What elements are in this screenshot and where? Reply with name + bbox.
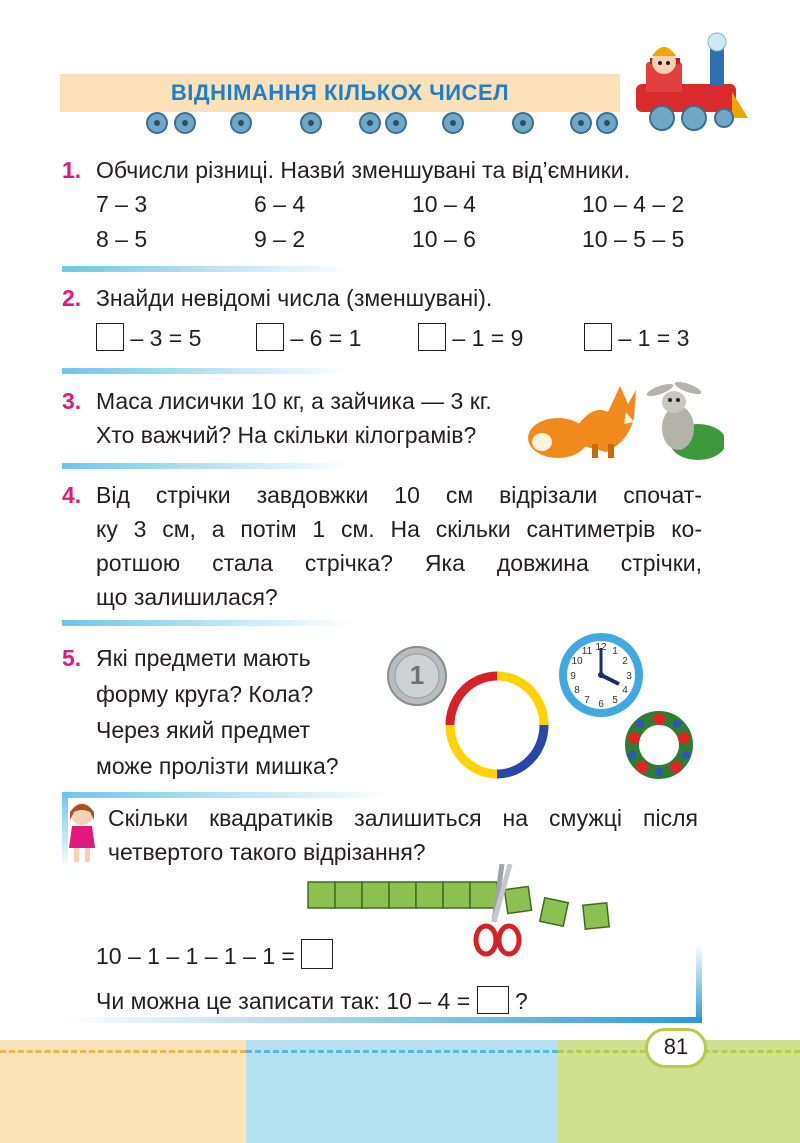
task-text: ку 3 см, а потім 1 см. На скільки сантиметрів ко- [96,516,702,542]
equation [96,321,201,355]
task-text: Від стрічки завдовжки 10 см відрізали спочат- [96,482,702,508]
strip-square [308,882,335,908]
task-text: Знайди невідомі числа (зменшувані). [96,285,493,311]
expression-text: 10 – 1 – 1 – 1 – 1 = [96,943,295,969]
footer-band-middle [246,1040,558,1143]
clock-number: 2 [622,656,628,667]
task-text: Обчисли різниці. Назви́ зменшувані та від’ємники. [96,157,630,183]
clock-number: 8 [574,685,580,696]
clock-number: 12 [595,642,607,653]
task-text: Які предмети мають [96,645,311,671]
clock-number: 7 [584,695,590,706]
equation [584,321,689,355]
clock-number: 9 [570,671,576,682]
puzzle-question [108,801,698,869]
task-text: Маса лисички 10 кг, а зайчика — 3 кг. [96,388,492,414]
task-number: 1. [62,157,82,183]
girl-icon [64,800,100,866]
equation-text: – 3 = 5 [130,325,202,351]
puzzle-expression-2 [96,984,528,1018]
answer-box[interactable] [477,986,509,1014]
task-1 [62,153,742,187]
puzzle-top-bar [62,792,392,798]
equation [256,321,361,355]
equation-row [96,321,736,355]
cut-square [583,903,609,929]
task-text: Хто важчий? На скільки кілограмів? [96,422,477,448]
puzzle-text: четвертого такого відрізання? [108,839,426,865]
squares-strip [306,864,616,964]
clock-number: 3 [626,671,632,682]
separator [62,620,352,626]
expression: 7 – 3 [96,191,148,217]
locomotive-illustration [632,32,750,134]
separator [62,368,352,374]
clock-icon [556,630,646,720]
equation [418,321,523,355]
clock-number: 6 [598,699,604,710]
wreath-illustration [620,708,698,782]
answer-box[interactable] [96,323,124,351]
task-number: 4. [62,482,82,508]
expression: 10 – 6 [412,226,476,252]
expression: 10 – 5 – 5 [582,226,685,252]
answer-box[interactable] [256,323,284,351]
strip-square [470,882,497,908]
footer-dash-left [0,1050,246,1053]
expression: 10 – 4 [412,191,476,217]
cut-square [540,898,568,926]
expression: 9 – 2 [254,226,306,252]
task-text: що залишилася? [96,584,278,610]
clock-number: 1 [612,646,618,657]
separator [62,266,352,272]
puzzle-expression-1 [96,939,333,973]
strip-square [389,882,416,908]
fox-and-hare-illustration [528,372,724,462]
task-4 [62,478,702,614]
train-wheels [140,108,620,138]
puzzle-right-bar [696,944,702,1022]
expression: 8 – 5 [96,226,148,252]
cut-square [504,886,531,913]
puzzle-text: Скільки квадратиків залишиться на смужці після [108,805,698,831]
answer-box[interactable] [584,323,612,351]
expression-row [96,187,736,221]
task-text: може пролізти мишка? [96,753,339,779]
separator [62,463,352,469]
clock-number: 10 [571,656,583,667]
strip-square [362,882,389,908]
task-3 [62,384,542,452]
clock-number: 5 [612,695,618,706]
expression-row [96,222,736,256]
task-text: ротшою стала стрічка? Яка довжина стрічки, [96,550,702,576]
task-2 [62,281,742,315]
expression: 6 – 4 [254,191,306,217]
hoop-illustration [444,670,550,780]
expression-text: Чи можна це записати так: 10 – 4 = [96,988,471,1014]
task-text: форму круга? Кола? [96,681,314,707]
task-number: 5. [62,645,82,671]
task-number: 2. [62,285,82,311]
strip-square [335,882,362,908]
answer-box[interactable] [301,939,333,969]
strip-square [443,882,470,908]
equation-text: – 1 = 3 [618,325,690,351]
puzzle-bottom-bar [62,1017,702,1023]
page-title: ВІДНІМАННЯ КІЛЬКОХ ЧИСЕЛ [170,80,510,105]
clock-number: 4 [622,685,628,696]
task-text: Через який предмет [96,717,311,743]
page-number: 81 [663,1034,689,1059]
answer-box[interactable] [418,323,446,351]
strip-square [416,882,443,908]
equation-text: – 6 = 1 [290,325,362,351]
task-5 [62,640,382,784]
clock-number: 11 [581,646,593,657]
expression-text: ? [514,988,528,1014]
footer-dash-middle [246,1050,558,1053]
task-number: 3. [62,388,82,414]
expression: 10 – 4 – 2 [582,191,685,217]
equation-text: – 1 = 9 [452,325,524,351]
footer-band-left [0,1040,246,1143]
coin-value: 1 [409,660,425,690]
